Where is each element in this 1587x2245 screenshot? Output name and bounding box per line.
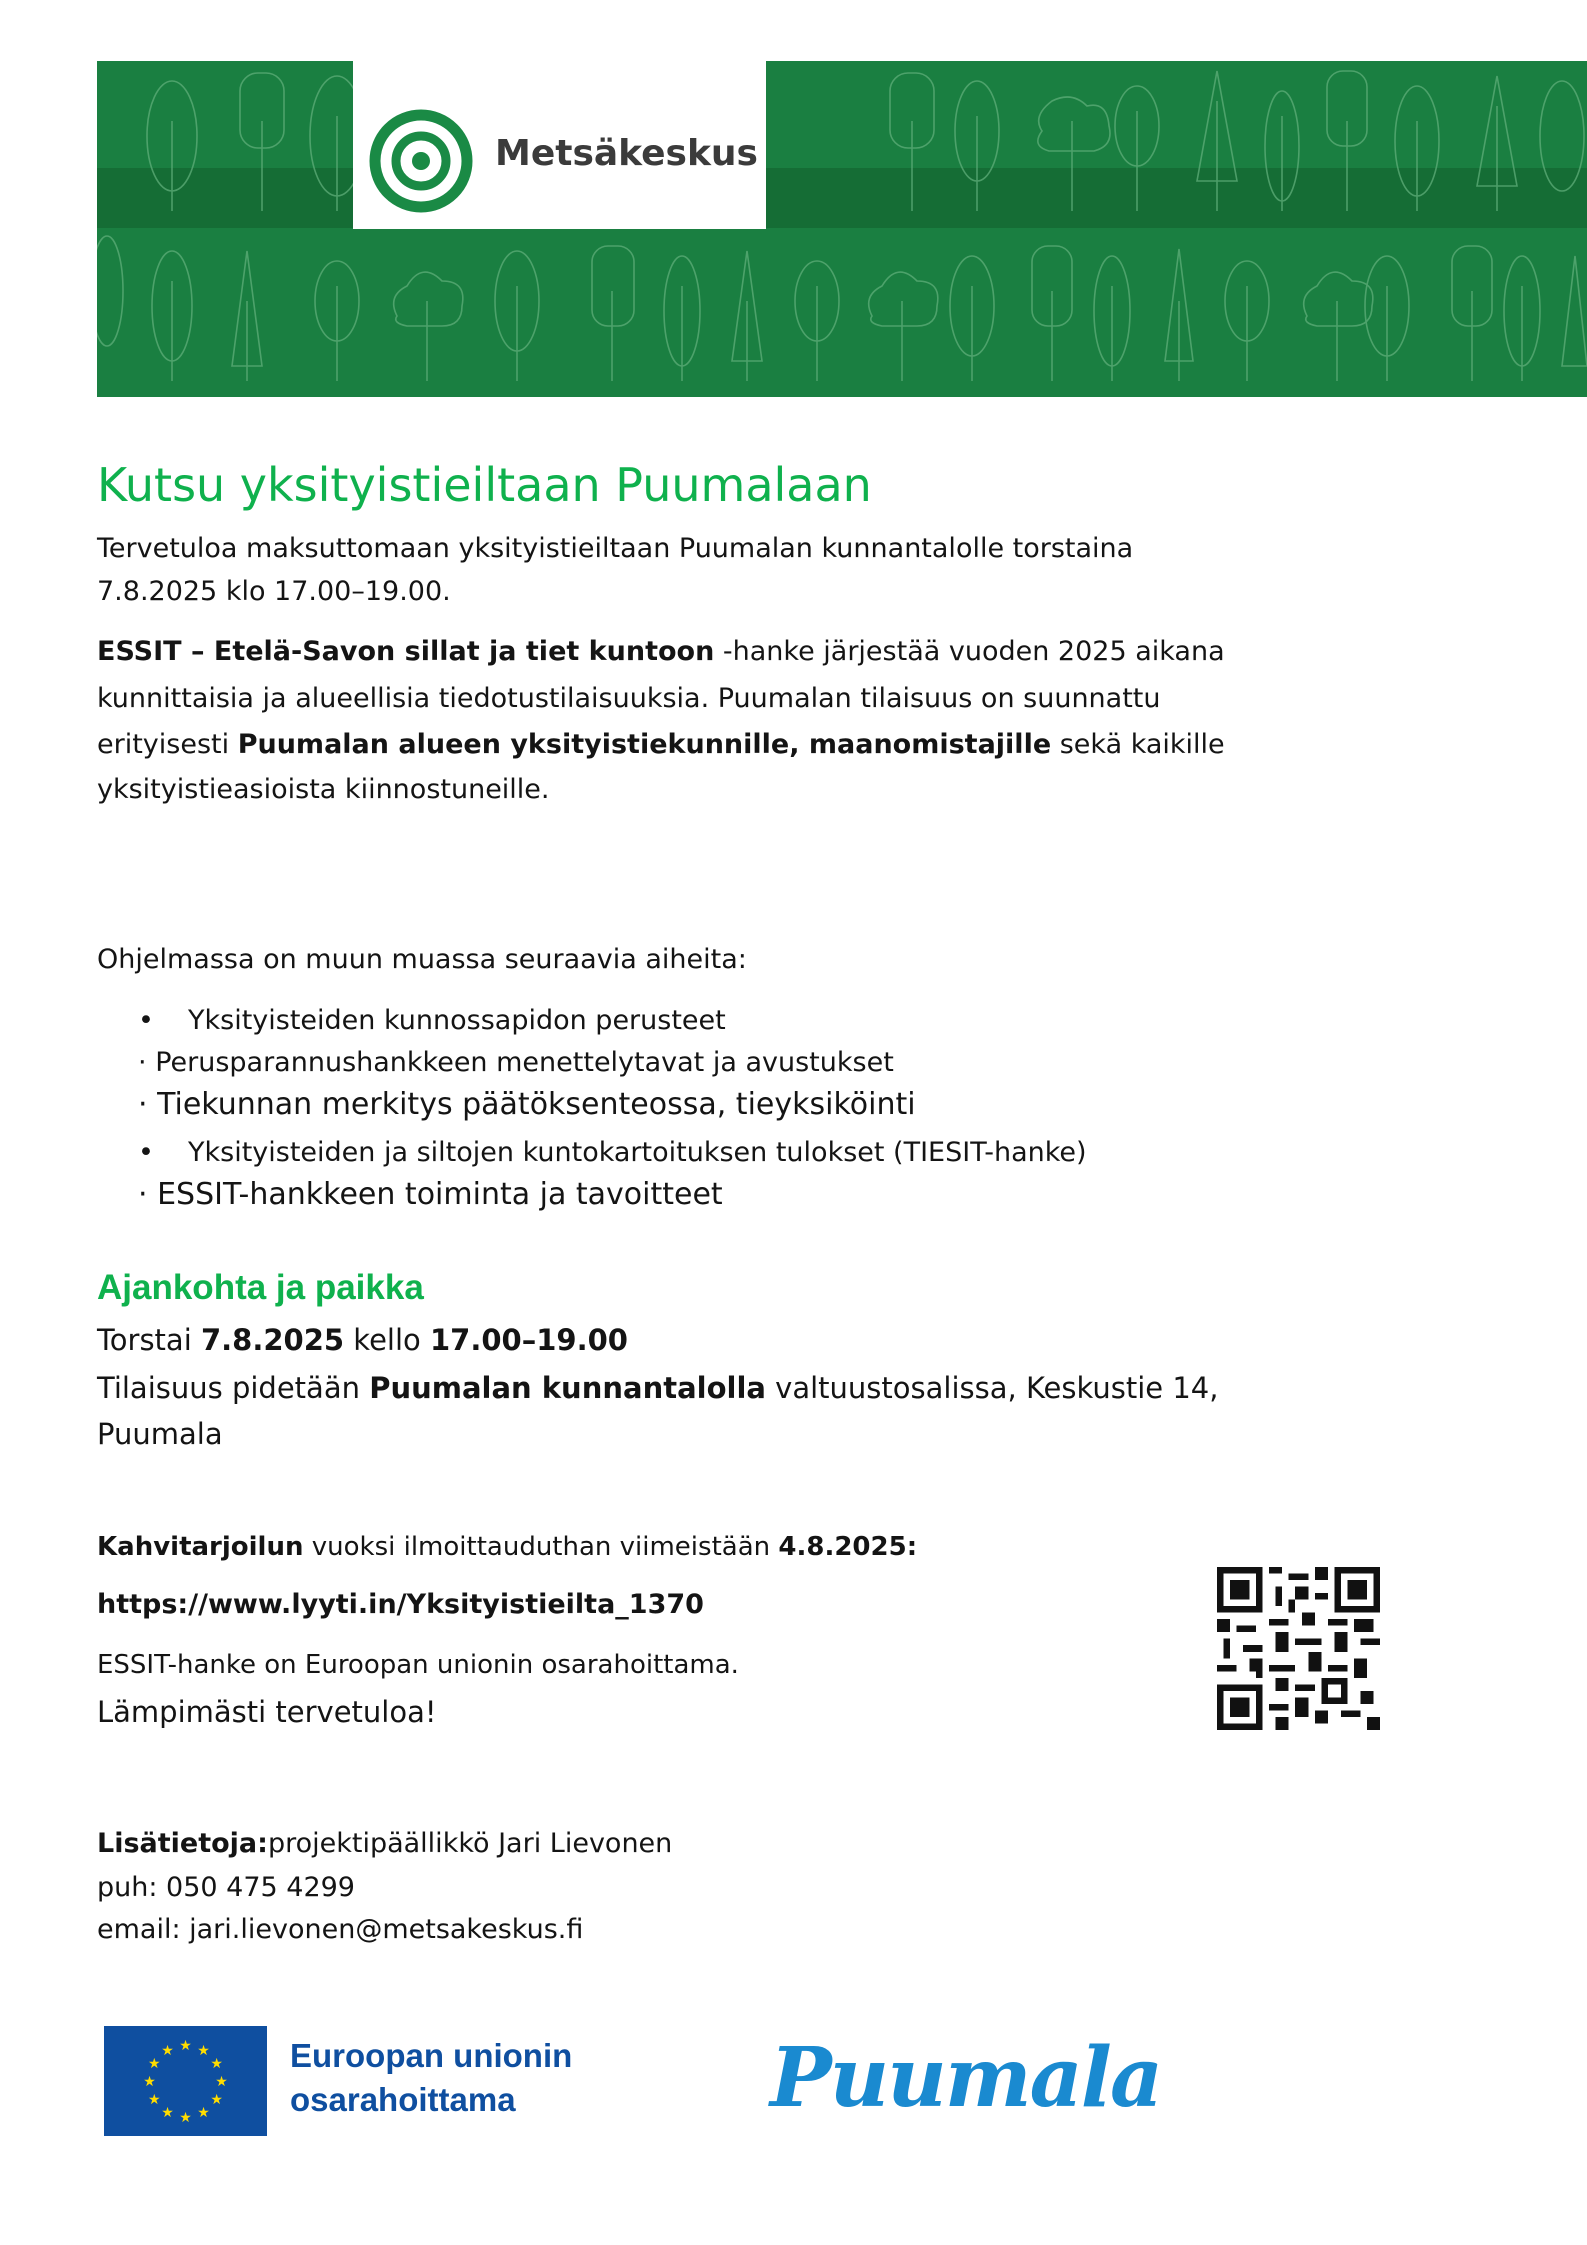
- eu-star-icon: ★: [161, 2105, 174, 2122]
- eu-star-icon: ★: [210, 2056, 223, 2072]
- bullet-icon: •: [138, 1137, 154, 1168]
- registration-deadline: 4.8.2025:: [778, 1532, 918, 1562]
- registration-note: [97, 1525, 917, 1569]
- event-city: Puumala: [97, 1417, 223, 1451]
- intro-line-1: Tervetuloa maksuttomaan yksityistieiltaan Puumalan kunnantalolle torstaina: [97, 533, 1134, 564]
- logo-text: Metsäkeskus: [495, 133, 758, 174]
- description-line-4: yksityistieasioista kiinnostuneille.: [97, 774, 550, 805]
- eu-star-icon: ★: [215, 2074, 228, 2090]
- puumala-logo: Puumala: [770, 2030, 1162, 2126]
- event-date: 7.8.2025: [200, 1323, 345, 1357]
- project-name: ESSIT – Etelä-Savon sillat ja tiet kuntoon: [97, 636, 715, 667]
- intro-line-2: 7.8.2025 klo 17.00–19.00.: [97, 576, 451, 607]
- contact-email[interactable]: email: jari.lievonen@metsakeskus.fi: [97, 1914, 584, 1945]
- eu-star-icon: ★: [210, 2092, 223, 2108]
- target-logo-icon: [369, 109, 473, 213]
- eu-funding-logo-text: [290, 2034, 572, 2122]
- event-datetime: [97, 1318, 628, 1362]
- list-item-text: Yksityisteiden kunnossapidon perusteet: [188, 1005, 726, 1036]
- bullet-icon: ·: [138, 1087, 148, 1122]
- description-text: erityisesti: [97, 729, 238, 760]
- venue: Puumalan kunnantalolla: [369, 1371, 766, 1405]
- qr-code-icon[interactable]: [1217, 1567, 1380, 1730]
- time-label: kello: [344, 1323, 430, 1357]
- registration-link[interactable]: https://www.lyyti.in/Yksityistieilta_1370: [97, 1589, 704, 1620]
- welcome-text: Lämpimästi tervetuloa!: [97, 1695, 437, 1729]
- target-audience: Puumalan alueen yksityistiekunnille, maanomistajille: [237, 729, 1052, 760]
- day-label: Torstai: [97, 1323, 201, 1357]
- event-time: 17.00–19.00: [430, 1323, 628, 1357]
- bullet-icon: ·: [138, 1047, 147, 1078]
- contact-phone: puh: 050 475 4299: [97, 1872, 355, 1903]
- bullet-icon: ·: [138, 1177, 148, 1212]
- bullet-icon: •: [138, 1005, 154, 1036]
- contact-person: [97, 1822, 672, 1866]
- funding-note: ESSIT-hanke on Euroopan unionin osarahoittama.: [97, 1650, 739, 1680]
- list-item-text: Perusparannushankkeen menettelytavat ja avustukset: [155, 1047, 894, 1078]
- eu-star-icon: ★: [197, 2105, 210, 2122]
- header-banner: [97, 61, 1587, 397]
- eu-star-icon: ★: [179, 2038, 192, 2054]
- list-item: [138, 1005, 726, 1036]
- program-intro: Ohjelmassa on muun muassa seuraavia aiheita:: [97, 944, 747, 975]
- metsakeskus-logo: [353, 61, 766, 229]
- eu-text-line-2: osarahoittama: [290, 2081, 516, 2118]
- eu-star-icon: ★: [148, 2056, 161, 2072]
- description-text: -hanke järjestää vuoden 2025 aikana: [714, 636, 1225, 667]
- section-heading-when-where: Ajankohta ja paikka: [97, 1268, 424, 1307]
- contact-name: projektipäällikkö Jari Lievonen: [267, 1828, 673, 1859]
- contact-label: Lisätietoja:: [97, 1828, 268, 1859]
- description-line-1: [97, 630, 1225, 674]
- eu-star-icon: ★: [143, 2074, 156, 2090]
- list-item: [138, 1047, 894, 1078]
- place-text: valtuustosalissa, Keskustie 14,: [765, 1371, 1219, 1405]
- event-place: [97, 1366, 1218, 1410]
- registration-text: vuoksi ilmoittauduthan viimeistään: [303, 1532, 779, 1562]
- place-text: Tilaisuus pidetään: [97, 1371, 370, 1405]
- registration-bold: Kahvitarjoilun: [97, 1532, 304, 1562]
- list-item: [138, 1087, 916, 1122]
- eu-flag-icon: [104, 2026, 267, 2136]
- tree-pattern-icon: [97, 61, 1587, 397]
- eu-star-icon: ★: [179, 2110, 192, 2126]
- list-item: [138, 1177, 723, 1212]
- eu-star-icon: ★: [161, 2042, 174, 2059]
- description-line-3: [97, 723, 1225, 767]
- list-item-text: Tiekunnan merkitys päätöksenteossa, tieyksiköinti: [157, 1087, 916, 1122]
- eu-text-line-1: Euroopan unionin: [290, 2037, 573, 2074]
- eu-star-icon: ★: [197, 2042, 210, 2059]
- description-line-2: kunnittaisia ja alueellisia tiedotustilaisuuksia. Puumalan tilaisuus on suunnattu: [97, 683, 1161, 714]
- list-item: [138, 1137, 1087, 1168]
- list-item-text: ESSIT-hankkeen toiminta ja tavoitteet: [157, 1177, 723, 1212]
- page-title: Kutsu yksityistieiltaan Puumalaan: [97, 458, 872, 512]
- eu-star-icon: ★: [148, 2092, 161, 2108]
- description-text: sekä kaikille: [1051, 729, 1225, 760]
- list-item-text: Yksityisteiden ja siltojen kuntokartoituksen tulokset (TIESIT-hanke): [188, 1137, 1087, 1168]
